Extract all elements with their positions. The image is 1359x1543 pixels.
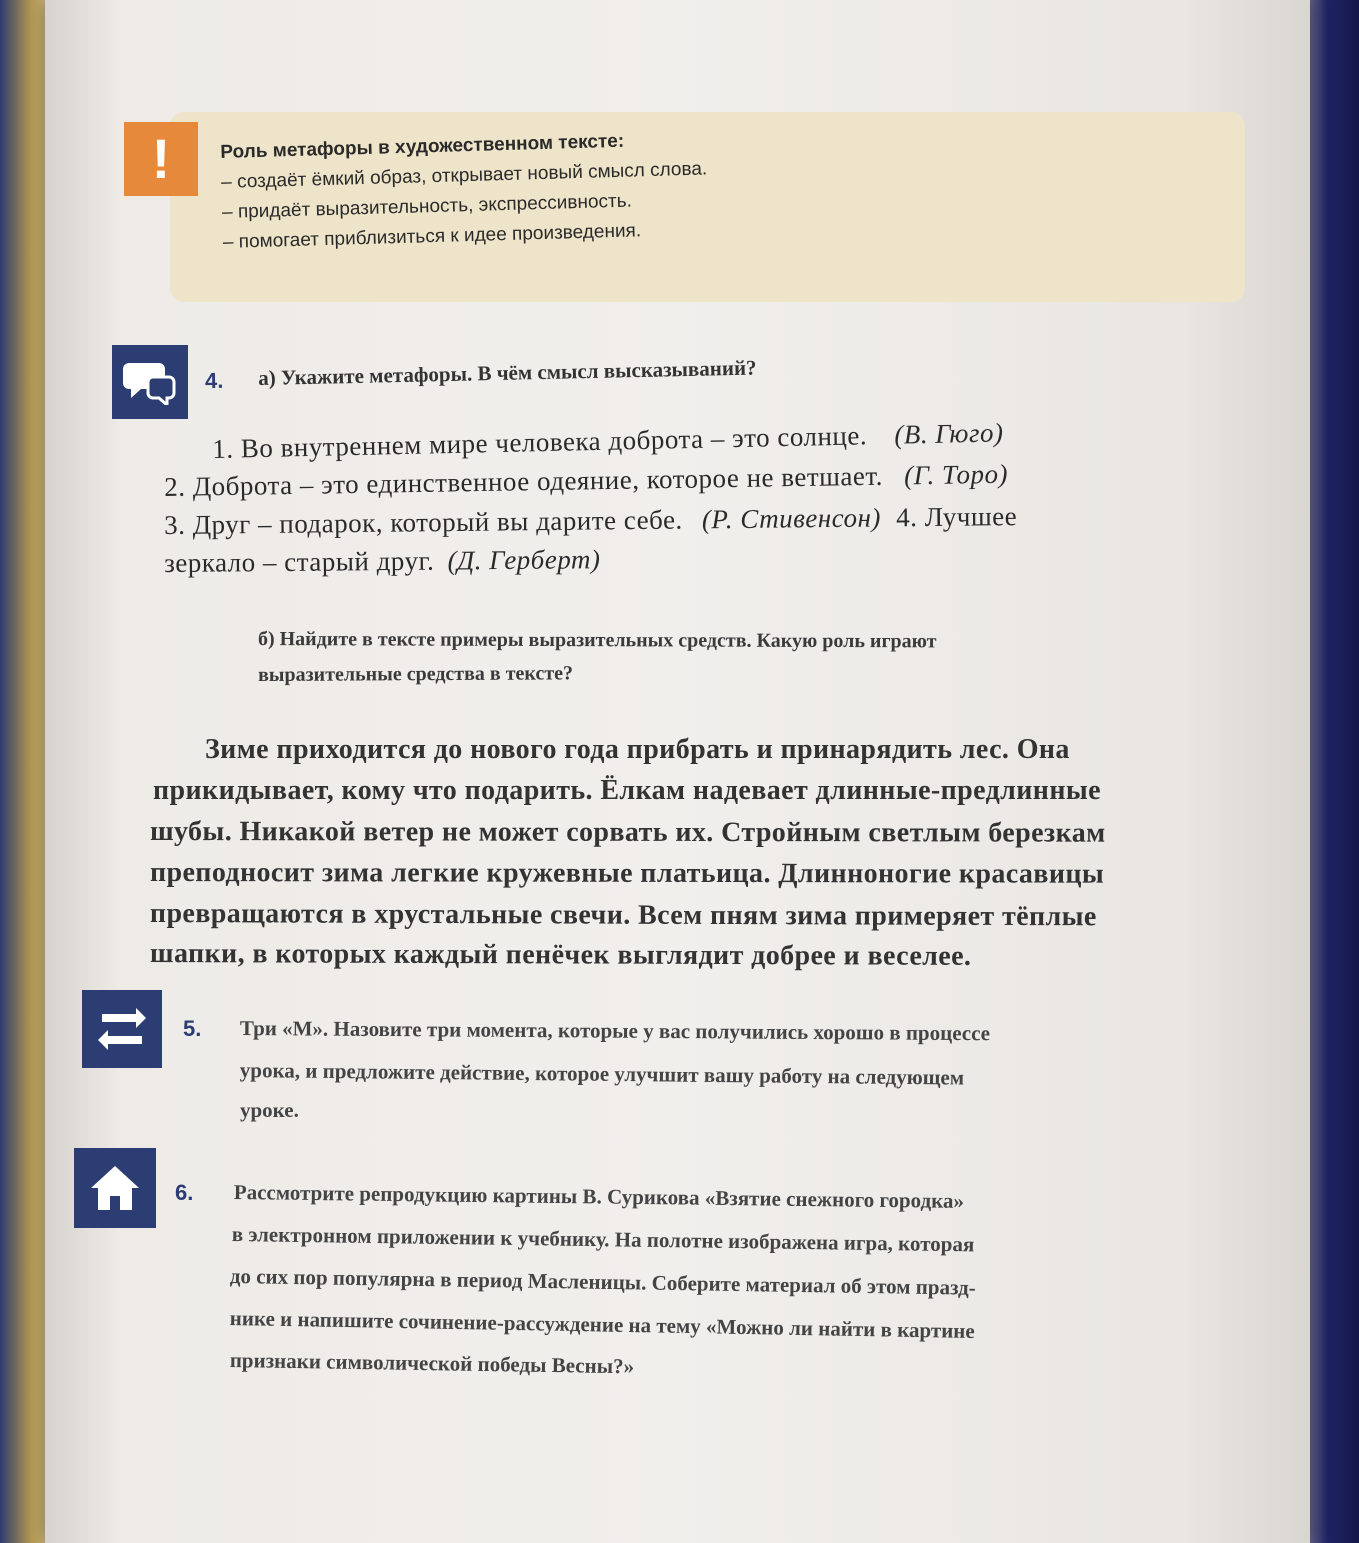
task5-line: урока, и предложите действие, которое улучшит вашу работу на следующем [239, 1058, 965, 1090]
quote-author: (В. Гюго) [893, 417, 1004, 450]
passage-line: шубы. Никакой ветер не может сорвать их. Стройным светлым березкам [149, 816, 1106, 849]
task6-line: до сих пор популярна в период Масленицы. Соберите материал об этом празд- [229, 1264, 976, 1300]
passage-line: прикидывает, кому что подарить. Ёлкам надевает длинные-предлинные [153, 775, 1101, 806]
quote-text: 4. Лучшее [896, 501, 1018, 533]
task6-line: в электронном приложении к учебнику. На полотне изображена игра, которая [231, 1222, 975, 1257]
task6-line: признаки символической победы Весны?» [229, 1348, 635, 1379]
home-icon [74, 1148, 156, 1228]
rule-item: – помогает приблизиться к идее произведения. [222, 220, 642, 253]
quote-author: (Р. Стивенсон) [701, 502, 882, 535]
passage-line: Зиме приходится до нового года прибрать и принарядить лес. Она [205, 734, 1070, 765]
task5-line: Три «М». Назовите три момента, которые у вас получились хорошо в процессе [239, 1016, 991, 1046]
rule-title: Роль метафоры в художественном тексте: [220, 130, 625, 163]
passage-line: шапки, в которых каждый пенёчек выглядит добрее и веселее. [149, 938, 972, 972]
passage-line: преподносит зима легкие кружевные платьица. Длинноногие красавицы [149, 857, 1105, 890]
quote-text: зеркало – старый друг. [164, 545, 435, 578]
task6-line: нике и напишите сочинение-рассуждение на тему «Можно ли найти в картине [229, 1306, 975, 1343]
task5-line: уроке. [240, 1098, 299, 1122]
task4-number: 4. [204, 367, 224, 394]
quote-text: 3. Друг – подарок, который вы дарите себе. [164, 504, 683, 540]
task5-number: 5. [183, 1016, 202, 1041]
task4-b-prompt: б) Найдите в тексте примеры выразительных средств. Какую роль играют [257, 628, 937, 653]
quote-text: 2. Доброта – это единственное одеяние, которое не ветшает. [164, 460, 884, 502]
task6-number: 6. [175, 1180, 194, 1205]
task6-line: Рассмотрите репродукцию картины В. Сурикова «Взятие снежного городка» [233, 1180, 965, 1213]
quote-author: (Г. Торо) [903, 458, 1009, 491]
task4-b-prompt: выразительные средства в тексте? [258, 662, 574, 686]
quote-author: (Д. Герберт) [447, 544, 601, 576]
rule-item: – создаёт ёмкий образ, открывает новый смысл слова. [220, 158, 708, 193]
quote-text: 1. Во внутреннем мире человека доброта – это солнце. [212, 420, 868, 464]
refresh-icon [82, 990, 162, 1068]
speech-bubbles-icon [112, 345, 188, 419]
passage-line: превращаются в хрустальные свечи. Всем пням зима примеряет тёплые [149, 898, 1097, 933]
rule-item: – придаёт выразительность, экспрессивность. [221, 190, 633, 223]
task4-a-prompt: а) Укажите метафоры. В чём смысл высказываний? [258, 355, 757, 390]
rule-text [220, 113, 1123, 258]
quote-line [164, 544, 601, 579]
exclamation-icon: ! [124, 122, 198, 196]
